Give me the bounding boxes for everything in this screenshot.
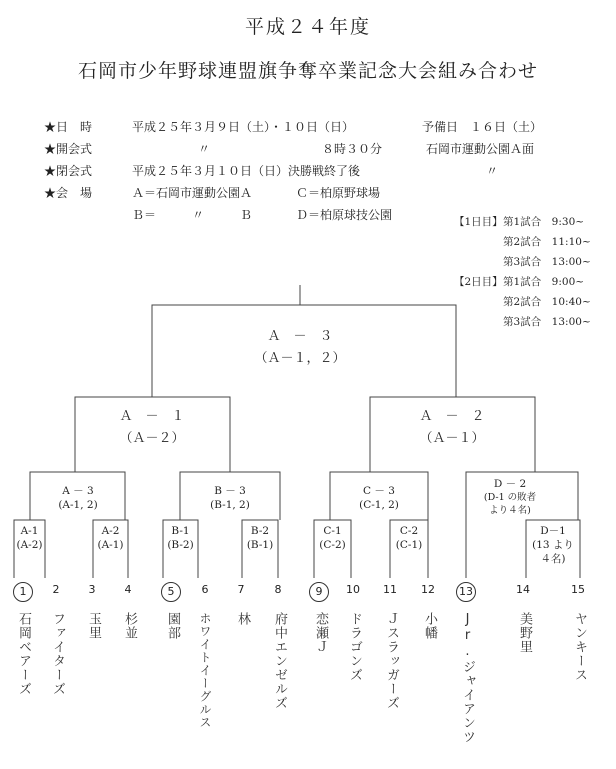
semi-left-match: （Ａ－２） — [119, 431, 185, 446]
r1-c1 — [314, 524, 351, 552]
closing-value: 平成２５年３月１０日（日）決勝戦終了後 — [132, 164, 361, 178]
r1-d1-match: (13 より — [532, 539, 574, 551]
venue-c: Ｃ＝柏原野球場 — [296, 186, 381, 200]
team-number: 2 — [52, 583, 60, 596]
quarter-d — [470, 478, 550, 517]
opening-place: 石岡市運動公園Ａ面 — [426, 142, 535, 156]
date-label: ★日 時 — [44, 120, 93, 134]
r1-c2-court: C-2 — [399, 525, 419, 537]
semi-right-match: （Ａ－１） — [419, 431, 485, 446]
r1-b1-court: B-1 — [171, 525, 190, 537]
r1-a1 — [14, 524, 45, 552]
r1-c2-match: (C-1) — [395, 539, 423, 551]
team-name: ホワイトイーグルス — [198, 612, 212, 729]
venue-b: Ｂ＝ 〃 Ｂ — [132, 208, 253, 222]
team-number: 5 — [161, 582, 181, 602]
team-number: 9 — [309, 582, 329, 602]
closing-label: ★閉会式 — [44, 164, 93, 178]
r1-c1-match: (C-2) — [319, 539, 346, 551]
team-name: 杉並 — [122, 612, 137, 640]
quarter-b — [190, 484, 270, 512]
r1-a2-court: A-2 — [101, 525, 120, 537]
year-title: 平成２４年度 — [244, 16, 371, 38]
quarter-d-court: D － 2 — [493, 478, 527, 490]
final-court: Ａ － ３ — [267, 329, 333, 344]
team-name: 府中エンゼルズ — [272, 612, 287, 710]
r1-a2 — [93, 524, 128, 552]
team-name: 園部 — [165, 612, 180, 640]
team-number: 4 — [124, 583, 132, 596]
team-number: 6 — [201, 583, 209, 596]
reserve-day: 予備日 １６日（土） — [422, 120, 543, 134]
team-number: 3 — [88, 583, 96, 596]
team-number: 12 — [421, 583, 435, 596]
semi-right-court: Ａ － ２ — [419, 409, 485, 424]
team-name: Ｊスラッガーズ — [384, 612, 399, 710]
day2-game1: 第1試合 9:00~ — [503, 276, 585, 288]
closing-place: 〃 — [486, 164, 499, 178]
event-title: 石岡市少年野球連盟旗争奪卒業記念大会組み合わせ — [77, 60, 538, 82]
r1-a1-match: (A-2) — [16, 539, 43, 551]
quarter-a-court: A － 3 — [62, 485, 94, 497]
day1-game2: 第2試合 11:10~ — [503, 236, 591, 248]
semi-left-game — [92, 406, 212, 450]
team-name: Jr.ジャイアンツ — [460, 612, 475, 744]
quarter-d-match2: より４名) — [489, 505, 531, 516]
opening-time: ８時３０分 — [322, 142, 383, 156]
team-number: 11 — [383, 583, 397, 596]
team-name: ファイターズ — [50, 612, 65, 696]
team-name: 小幡 — [422, 612, 437, 640]
day1-label: 【1日目】 — [454, 216, 503, 228]
date-value: 平成２５年３月９日（土）・１０日（日） — [132, 120, 355, 134]
r1-b1 — [163, 524, 198, 552]
quarter-b-court: B － 3 — [214, 485, 246, 497]
quarter-c — [339, 484, 419, 512]
team-number: 7 — [237, 583, 245, 596]
day2-game3: 第3試合 13:00~ — [503, 316, 591, 328]
quarter-a — [38, 484, 118, 512]
day2-game2: 第2試合 10:40~ — [503, 296, 591, 308]
r1-b2-court: B-2 — [250, 525, 270, 537]
opening-label: ★開会式 — [44, 142, 93, 156]
r1-d1-court: D－1 — [540, 525, 566, 537]
r1-c2 — [390, 524, 428, 552]
semi-right-game — [392, 406, 512, 450]
team-number: 1 — [13, 582, 33, 602]
day1-game1: 第1試合 9:30~ — [503, 216, 585, 228]
r1-a1-court: A-1 — [20, 525, 39, 537]
r1-d1 — [526, 524, 580, 566]
team-name: 美野里 — [517, 612, 532, 654]
quarter-a-match: (A-1, 2) — [58, 499, 98, 511]
final-game — [230, 326, 370, 370]
team-name: 石岡ベアーズ — [16, 612, 31, 696]
venue-a: Ａ＝石岡市運動公園Ａ — [132, 186, 253, 200]
team-name: ヤンキース — [572, 612, 587, 682]
venue-label: ★会 場 — [44, 186, 93, 200]
team-number: 13 — [456, 582, 476, 602]
team-number: 15 — [571, 583, 585, 596]
opening-value: 〃 — [198, 142, 211, 156]
day2-label: 【2日目】 — [454, 276, 503, 288]
team-number: 14 — [516, 583, 530, 596]
r1-b2 — [242, 524, 278, 552]
r1-a2-match: (A-1) — [97, 539, 124, 551]
team-name: ドラゴンズ — [347, 612, 362, 682]
team-number: 10 — [346, 583, 360, 596]
quarter-c-match: (C-1, 2) — [359, 499, 399, 511]
team-name: 恋瀬Ｊ — [313, 612, 328, 654]
r1-b1-match: (B-2) — [167, 539, 194, 551]
team-number: 8 — [274, 583, 282, 596]
quarter-d-match: (D-1 の敗者 — [483, 492, 537, 503]
semi-left-court: Ａ － １ — [119, 409, 185, 424]
r1-b2-match: (B-1) — [246, 539, 274, 551]
day1-game3: 第3試合 13:00~ — [503, 256, 591, 268]
final-match: （Ａ－１，２） — [254, 351, 346, 366]
venue-d: Ｄ＝柏原球技公園 — [296, 208, 393, 222]
team-name: 林 — [235, 612, 250, 626]
r1-c1-court: C-1 — [323, 525, 342, 537]
quarter-b-match: (B-1, 2) — [210, 499, 250, 511]
quarter-c-court: C － 3 — [363, 485, 395, 497]
team-name: 玉里 — [86, 612, 101, 640]
r1-d1-match2: ４名) — [540, 553, 566, 565]
